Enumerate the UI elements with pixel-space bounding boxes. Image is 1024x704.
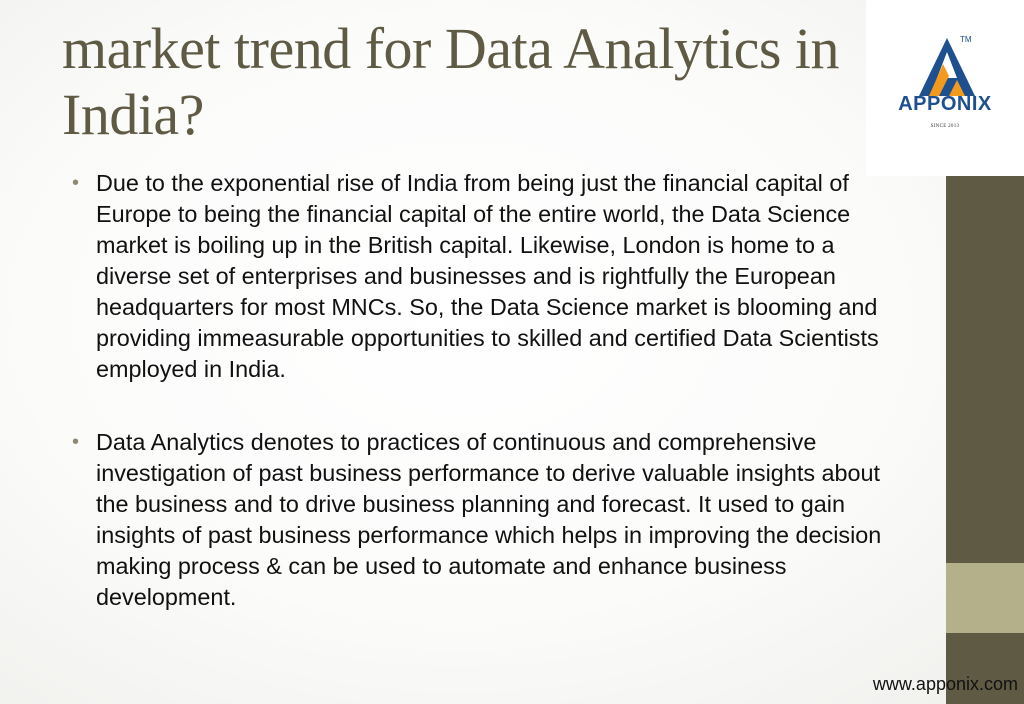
- side-band-accent: [946, 563, 1024, 633]
- logo-since: SINCE 2013: [930, 124, 960, 129]
- side-band-top: [946, 176, 1024, 563]
- footer-url[interactable]: www.apponix.com: [872, 674, 1018, 694]
- bullet-text: Due to the exponential rise of India from being just the financial capital of Europe to being the financial capital of the entire world, the Data Science market is boiling up in the British capital. Likewise, London is home to a diverse set of enterprises and businesses and is rightfully the European headquarters for most MNCs. So, the Data Science market is blooming and providing immeasurable opportunities to skilled and certified Data Scientists employed in India.: [96, 170, 879, 382]
- apponix-logo: [866, 0, 1024, 176]
- slide-body: [72, 168, 902, 655]
- bullet-item: [72, 168, 902, 385]
- slide-title: market trend for Data Analytics in India?: [62, 16, 840, 147]
- bullet-dot-icon: •: [72, 172, 80, 194]
- bullet-dot-icon: •: [72, 431, 80, 453]
- apponix-logo-mark-icon: [919, 38, 975, 96]
- logo-trademark: TM: [960, 35, 972, 44]
- bullet-item: [72, 427, 902, 613]
- logo-name: APPONIX: [898, 93, 992, 115]
- bullet-text: Data Analytics denotes to practices of continuous and comprehensive investigation of past business performance to derive valuable insights about the business and to drive business planning and forecast. It used to gain insights of past business performance which helps in improving the decision making process & can be used to automate and enhance business development.: [96, 429, 882, 610]
